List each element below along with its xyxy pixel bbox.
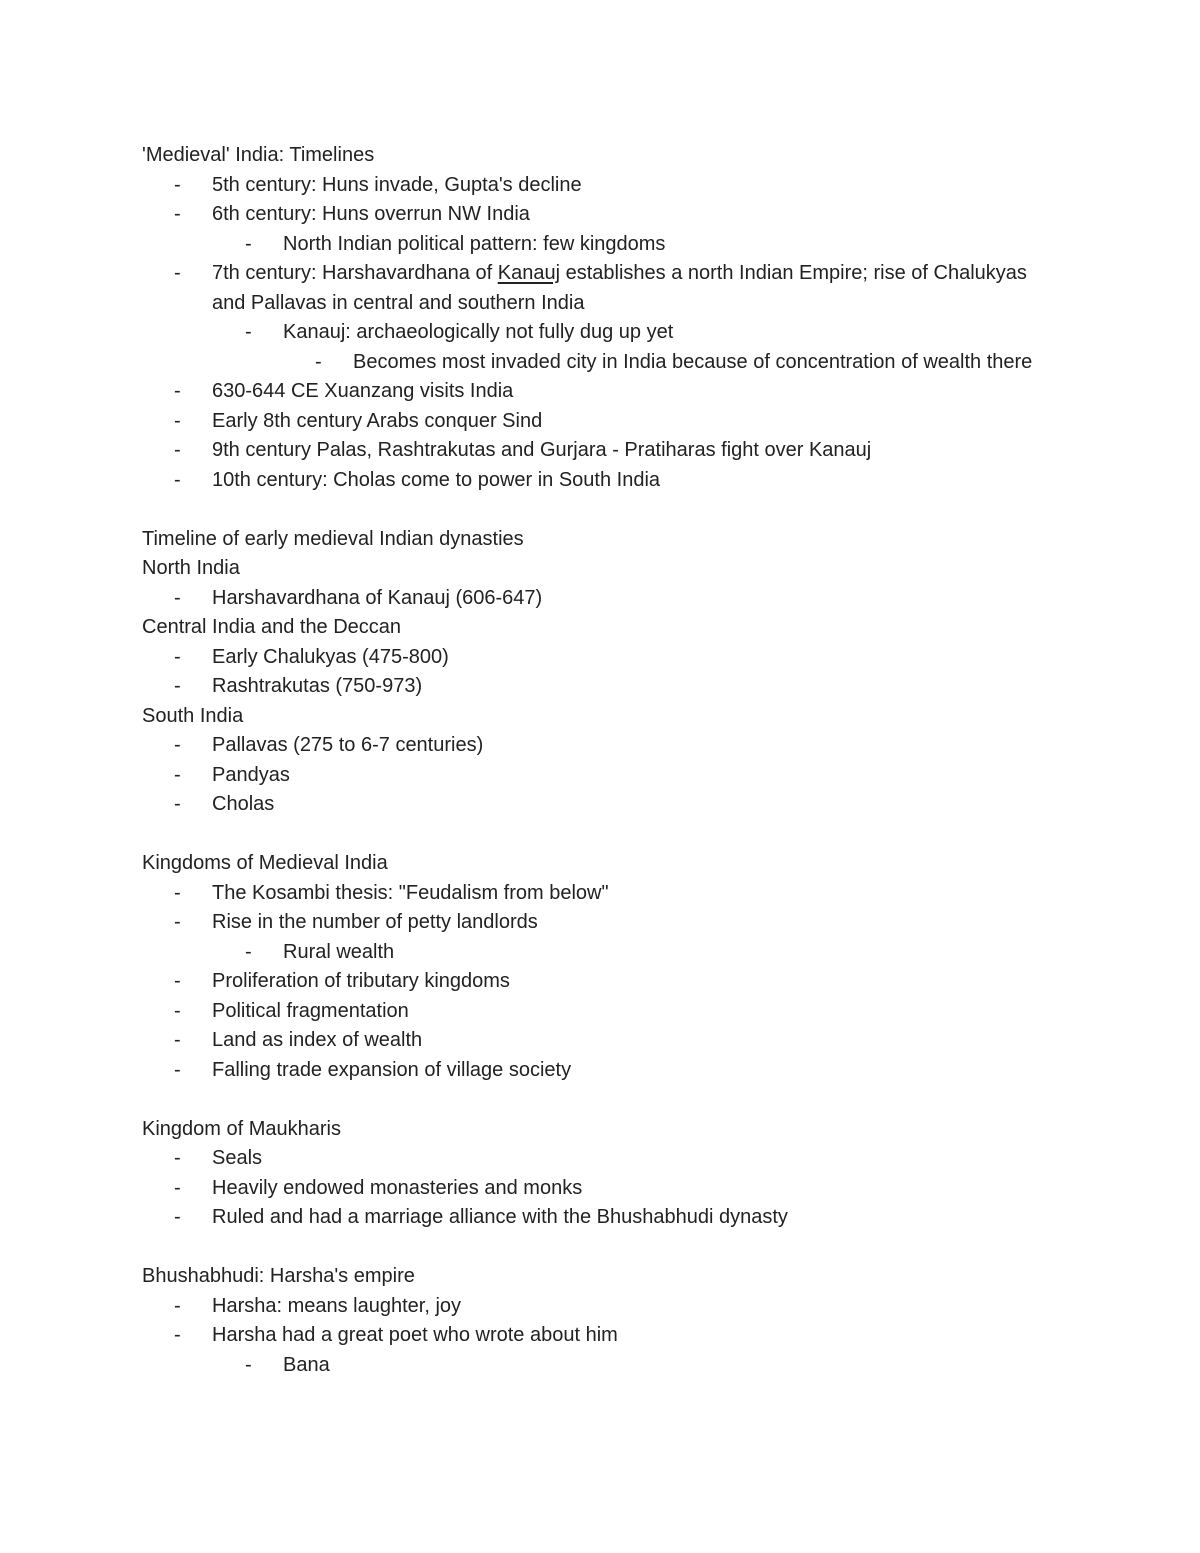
section-heading: Central India and the Deccan bbox=[142, 616, 402, 638]
bullet-dash: - bbox=[174, 1324, 181, 1346]
bullet-dash: - bbox=[174, 1294, 181, 1317]
bullet-dash: - bbox=[174, 734, 181, 756]
bullet-dash: - bbox=[174, 999, 181, 1022]
bullet-list bbox=[142, 584, 1062, 614]
item-text: Pandyas bbox=[212, 763, 290, 786]
item-text: The Kosambi thesis: "Feudalism from below" bbox=[212, 881, 609, 904]
section-heading: Timeline of early medieval Indian dynasties bbox=[142, 527, 524, 550]
list-item bbox=[142, 967, 1062, 997]
item-text: Ruled and had a marriage alliance with the Bhushabhudi dynasty bbox=[212, 1206, 788, 1228]
note-section bbox=[142, 525, 1062, 555]
section-heading: Kingdom of Maukharis bbox=[142, 1117, 341, 1140]
bullet-list bbox=[142, 879, 1062, 1086]
bullet-dash: - bbox=[174, 1058, 181, 1081]
list-item bbox=[142, 230, 1062, 260]
list-item bbox=[142, 1056, 1062, 1086]
bullet-dash: - bbox=[174, 262, 181, 284]
note-section bbox=[142, 613, 1062, 702]
note-section bbox=[142, 1262, 1062, 1380]
item-text-part: establishes a north Indian Empire; rise of Chalukyas and Pallavas in central and southern India bbox=[212, 262, 1027, 314]
bullet-dash: - bbox=[174, 1029, 181, 1051]
list-item bbox=[142, 1292, 1062, 1322]
bullet-dash: - bbox=[174, 409, 181, 432]
list-item bbox=[142, 1203, 1062, 1233]
item-text: Becomes most invaded city in India because of concentration of wealth there bbox=[353, 350, 1033, 373]
item-text-part: 7th century: Harshavardhana of bbox=[212, 262, 498, 284]
item-text: Political fragmentation bbox=[212, 999, 409, 1022]
bullet-list bbox=[142, 643, 1062, 702]
item-text: Falling trade expansion of village society bbox=[212, 1058, 572, 1081]
note-section bbox=[142, 554, 1062, 613]
bullet-dash: - bbox=[174, 970, 181, 992]
bullet-dash: - bbox=[174, 380, 181, 402]
list-item bbox=[142, 997, 1062, 1027]
list-item bbox=[142, 1321, 1062, 1351]
bullet-dash: - bbox=[245, 1353, 252, 1376]
bullet-dash: - bbox=[315, 350, 322, 373]
item-text: Harsha had a great poet who wrote about him bbox=[212, 1324, 618, 1346]
list-item bbox=[142, 377, 1062, 407]
list-item bbox=[142, 938, 1062, 968]
item-text: Cholas bbox=[212, 793, 275, 815]
bullet-list bbox=[142, 1144, 1062, 1233]
list-item bbox=[142, 259, 1062, 318]
bullet-dash: - bbox=[245, 232, 252, 255]
note-section bbox=[142, 849, 1062, 1085]
item-text: Kanauj: archaeologically not fully dug up yet bbox=[283, 321, 674, 343]
bullet-dash: - bbox=[174, 881, 181, 904]
list-item bbox=[142, 672, 1062, 702]
list-item bbox=[142, 466, 1062, 496]
item-text: Heavily endowed monasteries and monks bbox=[212, 1176, 583, 1199]
list-item bbox=[142, 790, 1062, 820]
list-item bbox=[142, 761, 1062, 791]
bullet-dash: - bbox=[245, 321, 252, 343]
section-heading: South India bbox=[142, 704, 244, 727]
list-item bbox=[142, 879, 1062, 909]
list-item bbox=[142, 200, 1062, 230]
bullet-dash: - bbox=[174, 675, 181, 697]
item-text: 5th century: Huns invade, Gupta's decline bbox=[212, 173, 582, 196]
list-item bbox=[142, 1174, 1062, 1204]
list-item bbox=[142, 1026, 1062, 1056]
bullet-dash: - bbox=[245, 940, 252, 963]
bullet-list bbox=[142, 171, 1062, 496]
list-item bbox=[142, 1144, 1062, 1174]
bullet-dash: - bbox=[174, 173, 181, 196]
document-body bbox=[142, 141, 1062, 1380]
section-heading: Bhushabhudi: Harsha's empire bbox=[142, 1265, 415, 1287]
item-text: Rural wealth bbox=[283, 940, 395, 963]
bullet-list bbox=[142, 1292, 1062, 1381]
item-text: 630-644 CE Xuanzang visits India bbox=[212, 380, 514, 402]
list-item bbox=[142, 348, 1062, 378]
bullet-dash: - bbox=[174, 1176, 181, 1199]
bullet-dash: - bbox=[174, 1147, 181, 1169]
item-text: Harsha: means laughter, joy bbox=[212, 1294, 462, 1317]
section-heading: 'Medieval' India: Timelines bbox=[142, 144, 375, 166]
item-text: 6th century: Huns overrun NW India bbox=[212, 203, 530, 225]
list-item bbox=[142, 643, 1062, 673]
list-item bbox=[142, 171, 1062, 201]
item-text: 10th century: Cholas come to power in South India bbox=[212, 468, 661, 491]
list-item bbox=[142, 584, 1062, 614]
list-item bbox=[142, 407, 1062, 437]
section-heading: Kingdoms of Medieval India bbox=[142, 852, 388, 874]
bullet-dash: - bbox=[174, 439, 181, 461]
item-text: Bana bbox=[283, 1353, 330, 1376]
item-text: Rashtrakutas (750-973) bbox=[212, 675, 423, 697]
list-item bbox=[142, 318, 1062, 348]
list-item bbox=[142, 908, 1062, 938]
list-item bbox=[142, 731, 1062, 761]
list-item bbox=[142, 436, 1062, 466]
bullet-dash: - bbox=[174, 763, 181, 786]
bullet-list bbox=[142, 731, 1062, 820]
bullet-dash: - bbox=[174, 793, 181, 815]
bullet-dash: - bbox=[174, 1206, 181, 1228]
bullet-dash: - bbox=[174, 468, 181, 491]
underlined-term: Kanauj bbox=[497, 262, 561, 284]
item-text: Early 8th century Arabs conquer Sind bbox=[212, 409, 543, 432]
note-section bbox=[142, 702, 1062, 820]
note-section bbox=[142, 141, 1062, 495]
section-heading: North India bbox=[142, 557, 240, 579]
item-text: Rise in the number of petty landlords bbox=[212, 911, 538, 933]
bullet-dash: - bbox=[174, 645, 181, 668]
item-text: Pallavas (275 to 6-7 centuries) bbox=[212, 734, 484, 756]
item-text: Seals bbox=[212, 1147, 263, 1169]
item-text: Land as index of wealth bbox=[212, 1029, 423, 1051]
note-section bbox=[142, 1115, 1062, 1233]
item-text: Proliferation of tributary kingdoms bbox=[212, 970, 510, 992]
item-text: North Indian political pattern: few kingdoms bbox=[283, 232, 666, 255]
item-text: Harshavardhana of Kanauj (606-647) bbox=[212, 586, 543, 609]
bullet-dash: - bbox=[174, 203, 181, 225]
list-item bbox=[142, 1351, 1062, 1381]
bullet-dash: - bbox=[174, 586, 181, 609]
item-text: Early Chalukyas (475-800) bbox=[212, 645, 449, 668]
item-text: 9th century Palas, Rashtrakutas and Gurjara - Pratiharas fight over Kanauj bbox=[212, 439, 872, 461]
bullet-dash: - bbox=[174, 911, 181, 933]
